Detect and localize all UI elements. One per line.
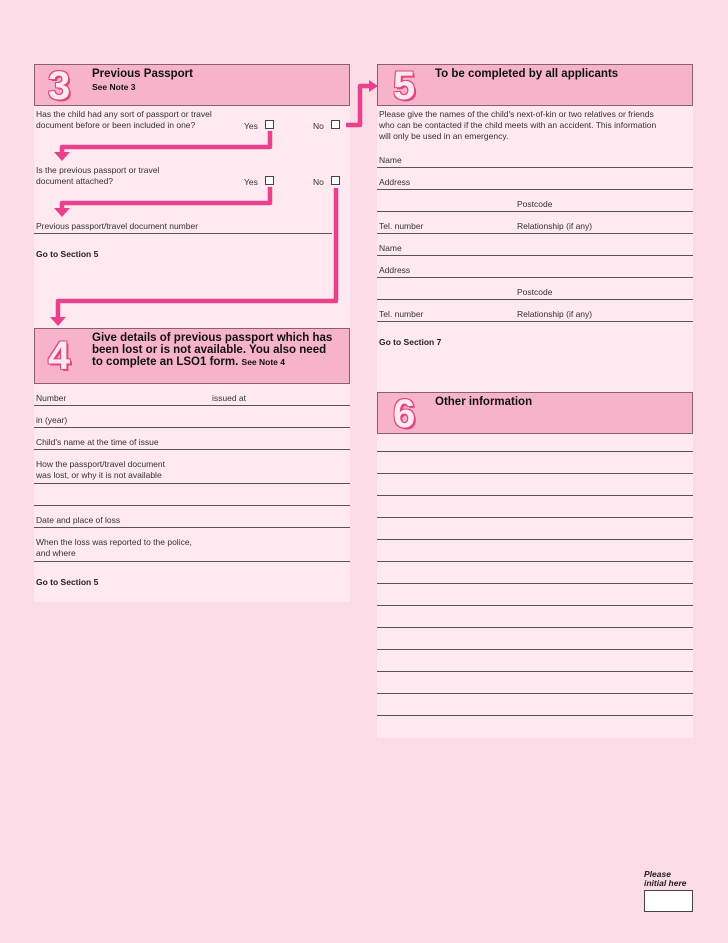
contact1-address-label: Address [379, 177, 411, 187]
section-3-note: See Note 3 [92, 82, 136, 92]
section-4-title-line2: been lost or is not available. You also need [92, 344, 327, 356]
q2-yes-label: Yes [244, 177, 258, 187]
section-4-goto: Go to Section 5 [36, 577, 99, 587]
section-3-goto: Go to Section 5 [36, 249, 99, 259]
initial-label-line2: initial here [644, 878, 687, 888]
how-lost-line2: was lost, or why it is not available [36, 470, 162, 480]
q2-no-label: No [313, 177, 324, 187]
section-5-intro-line2: who can be contacted if the child meets with an accident. This information [379, 120, 657, 130]
section-3-title: Previous Passport [92, 68, 193, 80]
initial-box[interactable] [644, 890, 693, 912]
q2-line2: document attached? [36, 176, 114, 186]
contact2-address-label: Address [379, 265, 411, 275]
contact2-postcode-label: Postcode [517, 287, 553, 297]
initial-label-line1: Please [644, 869, 671, 879]
q1-yes-arrow [62, 131, 270, 153]
year-label: in (year) [36, 415, 68, 425]
q2-no-arrow [58, 188, 336, 318]
contact2-relationship-label: Relationship (if any) [517, 309, 593, 319]
section-5-intro-line1: Please give the names of the child's next-of-kin or two relatives or friends [379, 109, 654, 119]
contact1-postcode-label: Postcode [517, 199, 553, 209]
contact1-name-label: Name [379, 155, 402, 165]
contact1-tel-label: Tel. number [379, 221, 424, 231]
section-4-note: See Note 4 [241, 357, 285, 367]
q2-yes-arrow [62, 187, 270, 209]
section-3-number: 3 [48, 64, 71, 108]
police-report-line1: When the loss was reported to the police, [36, 537, 192, 547]
contact2-tel-label: Tel. number [379, 309, 424, 319]
contact1-relationship-label: Relationship (if any) [517, 221, 593, 231]
section-5-title: To be completed by all applicants [435, 68, 619, 80]
previous-doc-number-label: Previous passport/travel document number [36, 221, 199, 231]
how-lost-line1: How the passport/travel document [36, 459, 165, 469]
section-4-number: 4 [48, 334, 71, 378]
q1-no-arrow [346, 86, 370, 125]
section-5-goto: Go to Section 7 [379, 337, 442, 347]
q1-line1: Has the child had any sort of passport or travel [36, 109, 212, 119]
contact2-name-label: Name [379, 243, 402, 253]
q1-no-label: No [313, 121, 324, 131]
section-6-title: Other information [435, 396, 533, 408]
date-place-loss-label: Date and place of loss [36, 515, 121, 525]
q2-line1: Is the previous passport or travel [36, 165, 160, 175]
q1-line2: document before or been included in one? [36, 120, 196, 130]
section-5-number: 5 [393, 64, 416, 108]
child-name-at-issue-label: Child's name at the time of issue [36, 437, 159, 447]
section-5-intro-line3: will only be used in an emergency. [379, 131, 509, 141]
police-report-line2: and where [36, 548, 76, 558]
number-label: Number [36, 393, 67, 403]
q1-yes-label: Yes [244, 121, 258, 131]
issued-at-label: issued at [212, 393, 247, 403]
section-4-title-line3: to complete an LSO1 form. See Note 4 [92, 356, 285, 368]
section-4-title-line1: Give details of previous passport which has [92, 332, 333, 344]
section-6-number: 6 [393, 392, 416, 436]
